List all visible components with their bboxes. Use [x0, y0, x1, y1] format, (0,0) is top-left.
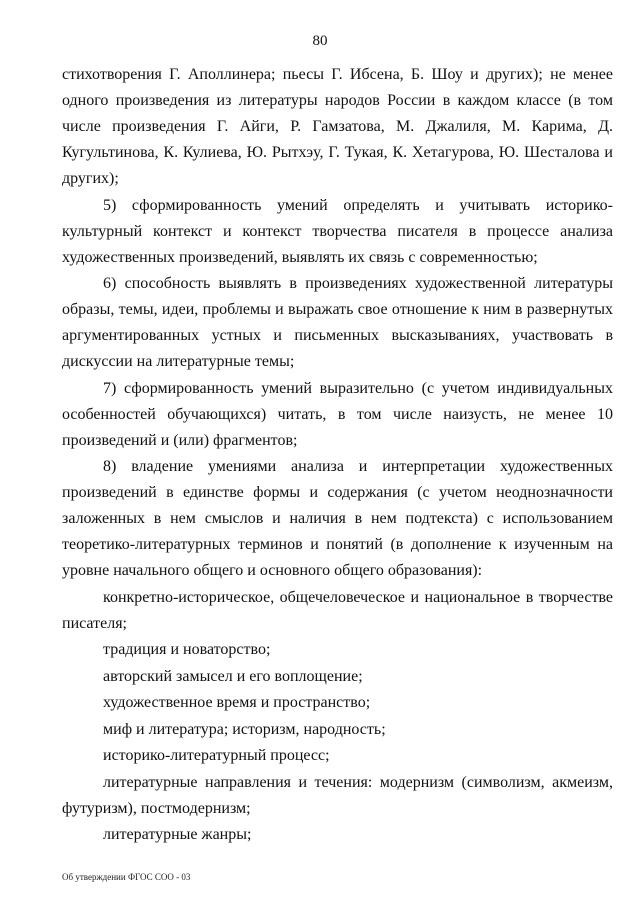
- list-item: литературные жанры;: [103, 826, 252, 843]
- footer-note: Об утверждении ФГОС СОО - 03: [62, 872, 191, 882]
- paragraph-item-7: 7) сформированность умений выразительно (с учетом индивидуальных особенностей обучающихся) читать, в том числе наизусть, не менее 10 произведений и (или) фрагментов;: [62, 379, 613, 449]
- list-item: историко-литературный процесс;: [103, 747, 330, 764]
- list-item: традиция и новаторство;: [103, 641, 271, 658]
- paragraph-item-8: 8) владение умениями анализа и интерпретации художественных произведений в единстве формы и содержания (с учетом неоднозначности заложенных в нем смыслов и наличия в нем подтекста) с использованием теоретико-литературных терминов и понятий (в дополнение к изученным на уровне начального общего и основного общего образования):: [62, 458, 613, 579]
- list-item: конкретно-историческое, общечеловеческое и национальное в творчестве писателя;: [62, 588, 613, 632]
- list-item: миф и литература; историзм, народность;: [103, 720, 386, 738]
- page-number: 80: [312, 33, 328, 49]
- paragraph-item-5: 5) сформированность умений определять и учитывать историко-культурный контекст и контекст творчества писателя в процессе анализа художественных произведений, выявлять их связь с современностью;: [62, 196, 613, 266]
- document-body: [62, 62, 613, 849]
- list-item: художественное время и пространство;: [103, 694, 371, 711]
- list-item: литературные направления и течения: модернизм (символизм, акмеизм, футуризм), постмодернизм;: [62, 773, 613, 817]
- paragraph-item-6: 6) способность выявлять в произведениях художественной литературы образы, темы, идеи, проблемы и выражать свое отношение к ним в развернутых аргументированных устных и письменных высказываниях, участвовать в дискуссии на литературные темы;: [62, 275, 613, 370]
- list-item: авторский замысел и его воплощение;: [103, 667, 363, 685]
- paragraph-continuation: стихотворения Г. Аполлинера; пьесы Г. Ибсена, Б. Шоу и других); не менее одного произведения из литературы народов России в каждом классе (в том числе произведения Г. Айги, Р. Гамзатова, М. Джалиля, М. Карима, Д. Кугультинова, К. Кулиева, Ю. Рытхэу, Г. Тукая, К. Хетагурова, Ю. Шесталова и других);: [62, 66, 613, 187]
